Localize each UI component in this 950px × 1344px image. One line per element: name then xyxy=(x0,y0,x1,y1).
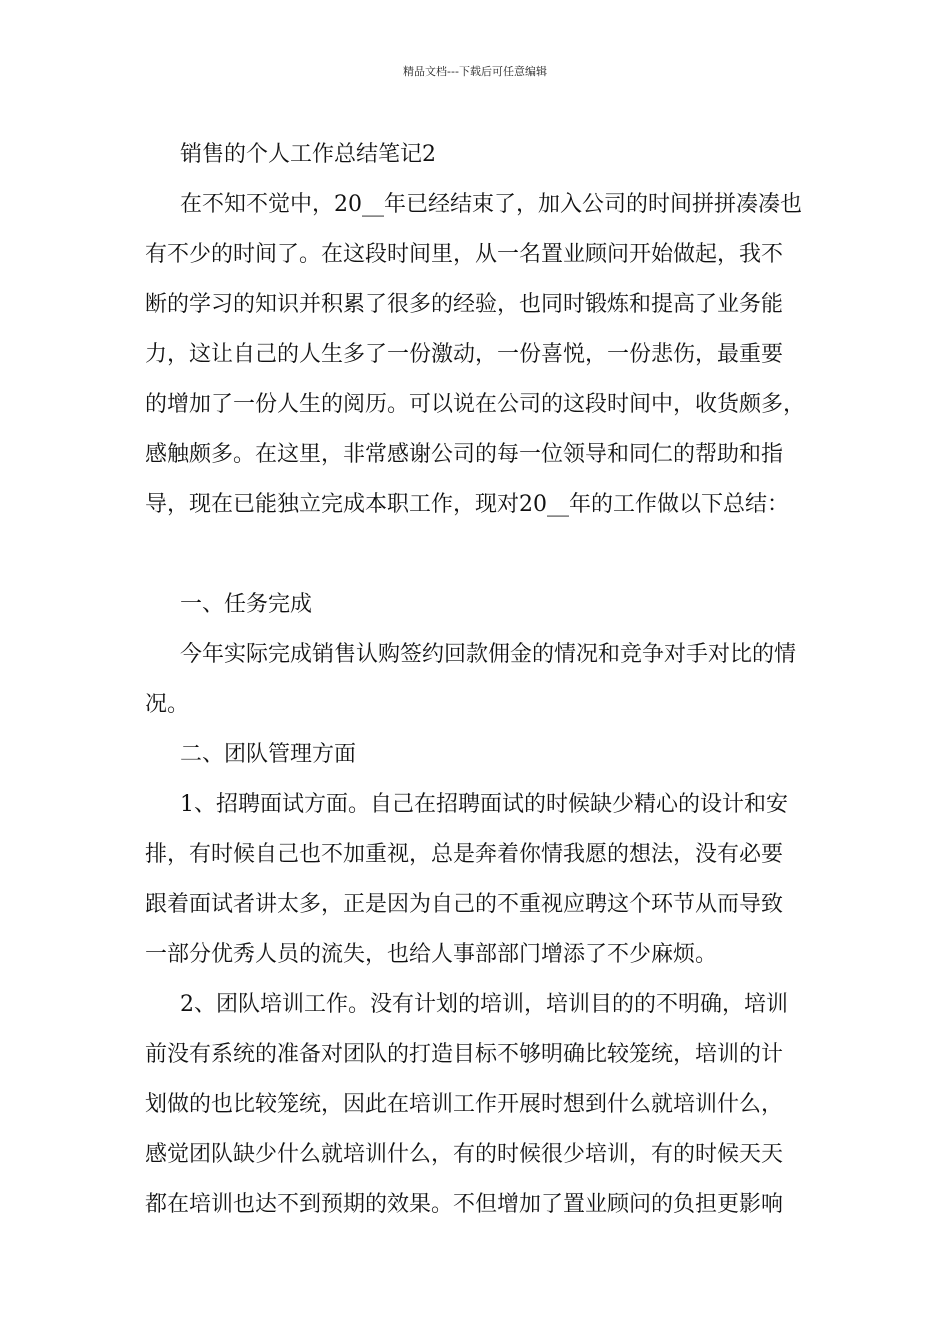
text-line: 导，现在已能独立完成本职工作，现对20__年的工作做以下总结： xyxy=(145,492,789,517)
page-header: 精品文档---下载后可任意编辑 xyxy=(403,65,547,78)
text-line: 前没有系统的准备对团队的打造目标不够明确比较笼统，培训的计 xyxy=(145,1042,784,1067)
text-line: 感触颇多。在这里，非常感谢公司的每一位领导和同仁的帮助和指 xyxy=(145,442,784,467)
document-body xyxy=(145,130,807,1230)
text-line: 断的学习的知识并积累了很多的经验，也同时锻炼和提高了业务能 xyxy=(145,292,784,317)
intro-paragraph xyxy=(145,180,807,530)
text-line: 今年实际完成销售认购签约回款佣金的情况和竞争对手对比的情 xyxy=(180,642,797,667)
text-line: 划做的也比较笼统，因此在培训工作开展时想到什么就培训什么， xyxy=(145,1092,784,1117)
text-line: 都在培训也达不到预期的效果。不但增加了置业顾问的负担更影响 xyxy=(145,1192,784,1217)
section-heading-task xyxy=(145,580,807,630)
text-line: 力，这让自己的人生多了一份激动，一份喜悦，一份悲伤，最重要 xyxy=(145,342,784,367)
section-heading-team xyxy=(145,730,807,780)
text-line: 一部分优秀人员的流失，也给人事部部门增添了不少麻烦。 xyxy=(145,942,718,967)
text-line: 在不知不觉中，20__年已经结束了，加入公司的时间拼拼凑凑也 xyxy=(180,192,802,217)
recruitment-paragraph xyxy=(145,780,807,980)
task-paragraph xyxy=(145,630,807,730)
heading-line: 一、任务完成 xyxy=(180,592,313,617)
text-line: 排，有时候自己也不加重视，总是奔着你情我愿的想法，没有必要 xyxy=(145,842,784,867)
text-line: 的增加了一份人生的阅历。可以说在公司的这段时间中，收货颇多， xyxy=(145,392,806,417)
document-title xyxy=(145,130,807,180)
text-line: 况。 xyxy=(145,692,190,717)
text-line: 跟着面试者讲太多，正是因为自己的不重视应聘这个环节从而导致 xyxy=(145,892,784,917)
heading-line: 二、团队管理方面 xyxy=(180,742,357,767)
text-line: 2、团队培训工作。没有计划的培训，培训目的的不明确，培训 xyxy=(180,992,788,1017)
title-line: 销售的个人工作总结笔记2 xyxy=(180,142,436,167)
text-line: 1、招聘面试方面。自己在招聘面试的时候缺少精心的设计和安 xyxy=(180,792,788,817)
text-line: 有不少的时间了。在这段时间里，从一名置业顾问开始做起，我不 xyxy=(145,242,784,267)
text-line: 感觉团队缺少什么就培训什么，有的时候很少培训，有的时候天天 xyxy=(145,1142,784,1167)
training-paragraph xyxy=(145,980,807,1230)
paragraph-gap xyxy=(145,530,807,580)
